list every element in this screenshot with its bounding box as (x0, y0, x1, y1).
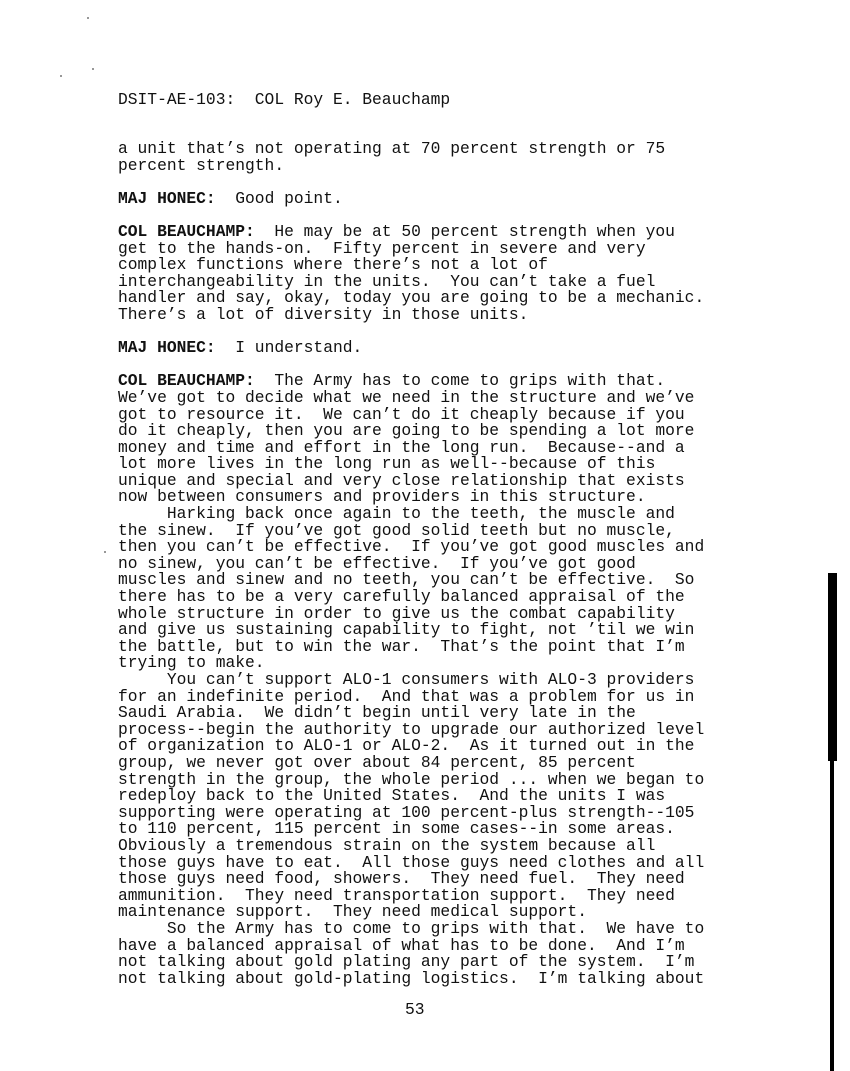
line-text: You can’t support ALO-1 consumers with ALO-3 providers (118, 670, 695, 689)
line-text: He may be at 50 percent strength when you (254, 221, 675, 241)
speaker-label: COL BEAUCHAMP: (118, 371, 255, 391)
scan-speck (104, 551, 106, 553)
text-line (118, 918, 705, 938)
line-text: Obviously a tremendous strain on the system because all (118, 835, 656, 855)
line-text: do it cheaply, then you are going to be spending a lot more (118, 421, 695, 441)
line-text: not talking about gold-plating logistics. I’m talking about (118, 968, 705, 988)
line-text: percent strength. (118, 155, 285, 175)
line-text: Saudi Arabia. We didn’t begin until very late in the (118, 703, 636, 723)
revision-bar (828, 573, 837, 761)
line-text: lot more lives in the long run as well--because of this (118, 454, 656, 474)
line-text: trying to make. (118, 653, 265, 673)
speaker-paragraph (118, 188, 704, 208)
line-text: I understand. (215, 338, 363, 358)
text-line (118, 387, 704, 407)
line-text: the sinew. If you’ve got good solid teeth but no muscle, (118, 520, 675, 540)
line-text: and give us sustaining capability to fight, not ’til we win (118, 620, 695, 640)
speaker-paragraph (118, 221, 705, 324)
line-text: handler and say, okay, today you are going to be a mechanic. (118, 288, 705, 308)
text-line (118, 968, 705, 988)
scan-speck (60, 75, 62, 77)
line-text: those guys need food, showers. They need fuel. They need (118, 869, 685, 889)
line-text: The Army has to come to grips with that. (254, 371, 666, 391)
line-text: Harking back once again to the teeth, the muscle and (118, 504, 675, 524)
scan-speck (92, 68, 94, 70)
line-text: muscles and sinew and no teeth, you can’t be effective. So (118, 570, 695, 590)
line-text: those guys have to eat. All those guys need clothes and all (118, 852, 705, 872)
line-text: the battle, but to win the war. That’s the point that I’m (118, 636, 685, 656)
line-text: there has to be a very carefully balanced appraisal of the (118, 587, 685, 607)
speaker-label: MAJ HONEC: (118, 338, 216, 358)
speaker-label: MAJ HONEC: (118, 188, 216, 208)
line-text: process--begin the authority to upgrade our authorized level (118, 719, 705, 739)
speaker-paragraph (118, 340, 704, 357)
text-line (118, 304, 704, 324)
revision-bar-thin (830, 760, 834, 1071)
text-line (118, 340, 704, 357)
line-text: redeploy back to the United States. And the units I was (118, 786, 666, 806)
line-text: not talking about gold plating any part of the system. I’m (118, 952, 695, 972)
line-text: We’ve got to decide what we need in the structure and we’ve (118, 387, 695, 407)
speaker-paragraph (118, 373, 704, 987)
text-line (118, 155, 704, 175)
line-text: interchangeability in the units. You can’t take a fuel (118, 271, 656, 291)
paragraph (118, 141, 704, 174)
line-text: maintenance support. They need medical support. (118, 902, 587, 922)
line-text: money and time and effort in the long run. Because--and a (118, 437, 685, 457)
speaker-label: COL BEAUCHAMP: (118, 221, 255, 241)
line-text: group, we never got over about 84 percent, 85 percent (118, 752, 636, 772)
line-text: a unit that’s not operating at 70 percent strength or 75 (118, 139, 666, 158)
line-text: Good point. (215, 188, 343, 208)
line-text: There’s a lot of diversity in those units. (118, 304, 529, 324)
line-text: get to the hands-on. Fifty percent in severe and very (118, 238, 646, 258)
scan-speck (87, 17, 89, 19)
line-text: unique and special and very close relationship that exists (118, 470, 685, 490)
line-text: have a balanced appraisal of what has to be done. And I’m (118, 935, 685, 955)
line-text: complex functions where there’s not a lot of (118, 255, 548, 275)
transcript-body (118, 141, 704, 987)
line-text: supporting were operating at 100 percent-plus strength--105 (118, 802, 695, 822)
line-text: for an indefinite period. And that was a problem for us in (118, 686, 695, 706)
text-line (118, 188, 704, 208)
line-text: whole structure in order to give us the combat capability (118, 603, 675, 623)
page-number: 53 (405, 1000, 425, 1019)
line-text: to 110 percent, 115 percent in some cases--in some areas. (118, 819, 675, 839)
line-text: ammunition. They need transportation support. They need (118, 885, 675, 905)
line-text: now between consumers and providers in this structure. (118, 487, 646, 507)
document-header: DSIT-AE-103: COL Roy E. Beauchamp (118, 90, 451, 109)
line-text: no sinew, you can’t be effective. If you’ve got good (118, 553, 636, 573)
line-text: So the Army has to come to grips with that. We have to (118, 918, 705, 938)
line-text: then you can’t be effective. If you’ve got good muscles and (118, 537, 705, 557)
line-text: of organization to ALO-1 or ALO-2. As it turned out in the (118, 736, 695, 756)
line-text: strength in the group, the whole period ... when we began to (118, 769, 705, 789)
line-text: got to resource it. We can’t do it cheaply because if you (118, 404, 685, 424)
